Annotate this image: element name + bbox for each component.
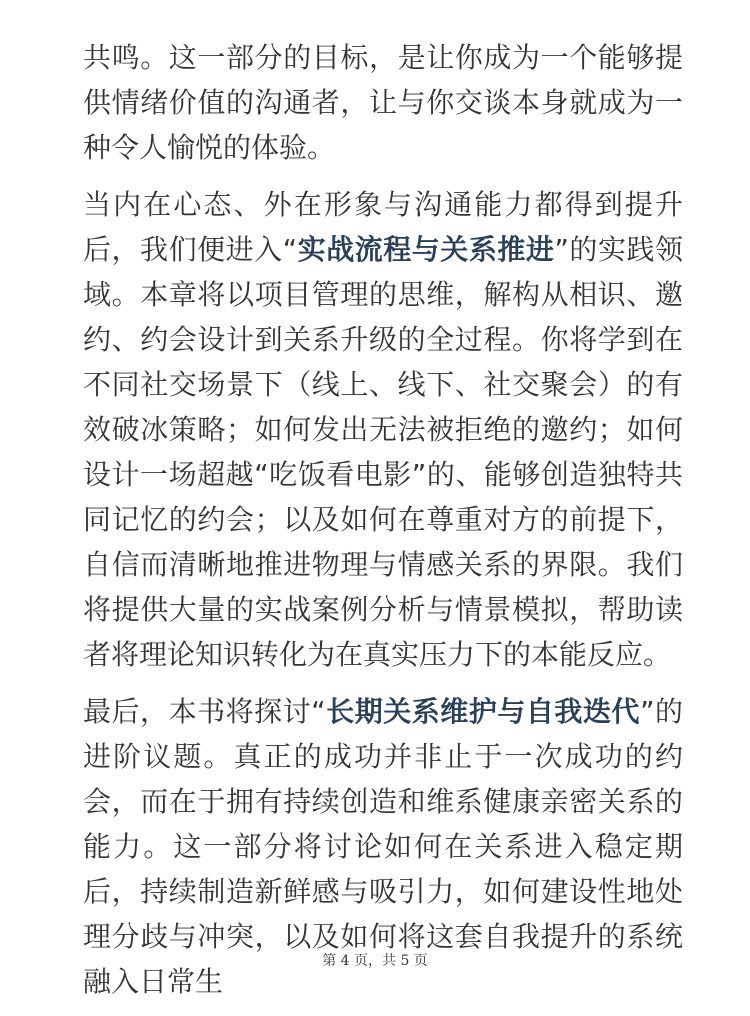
paragraph <box>83 182 683 677</box>
paragraph-text: 共鸣。这一部分的目标，是让你成为一个能够提供情绪价值的沟通者，让与你交谈本身就成为一种令人愉悦的体验。 <box>83 41 683 164</box>
bold-heading-phrase: 实战流程与关系推进 <box>297 233 555 266</box>
paragraph <box>83 35 683 170</box>
bold-heading-phrase: 长期关系维护与自我迭代 <box>325 695 640 728</box>
paragraph-text: 当内在心态、外在形象与沟通能力都得到提升后，我们便进入“ <box>83 188 683 266</box>
paragraph-text: ”的实践领域。本章将以项目管理的思维，解构从相识、邀约、约会设计到关系升级的全过程。你将学到在不同社交场景下（线上、线下、社交聚会）的有效破冰策略；如何发出无法被拒绝的邀约；如何设计一场超越“吃饭看电影”的、能够创造独特共同记忆的约会；以及如何在尊重对方的前提下，自信而清晰地推进物理与情感关系的界限。我们将提供大量的实战案例分析与情景模拟，帮助读者将理论知识转化为在真实压力下的本能反应。 <box>83 233 683 671</box>
paragraph-text: ”的进阶议题。真正的成功并非止于一次成功的约会，而在于拥有持续创造和维系健康亲密关系的能力。这一部分将讨论如何在关系进入稳定期后，持续制造新鲜感与吸引力，如何建设性地处理分歧与冲突，以及如何将这套自我提升的系统融入日常生 <box>83 695 683 998</box>
document-body <box>83 35 683 1016</box>
page-number-footer: 第 4 页，共 5 页 <box>322 953 428 969</box>
paragraph-text: 最后，本书将探讨“ <box>83 695 326 728</box>
